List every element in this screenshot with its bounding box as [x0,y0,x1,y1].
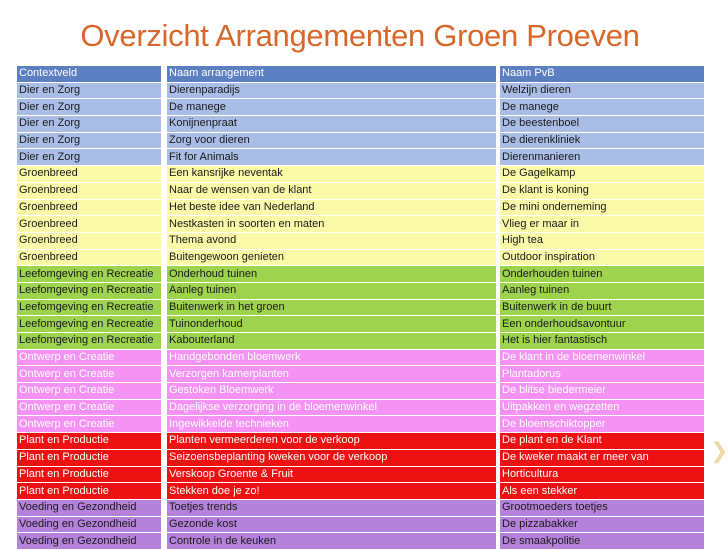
table-row [17,216,705,233]
cell-naam-arrangement: Fit for Animals [167,149,497,166]
cell-naam-arrangement: Kabouterland [167,333,497,350]
cell-naam-pvb: De dierenkliniek [500,132,705,149]
cell-naam-pvb: High tea [500,232,705,249]
cell-contextveld: Plant en Productie [17,466,162,483]
cell-contextveld: Leefomgeving en Recreatie [17,282,162,299]
cell-naam-arrangement: Het beste idee van Nederland [167,199,497,216]
page-title: Overzicht Arrangementen Groen Proeven [80,18,640,53]
cell-naam-arrangement: Tuinonderhoud [167,316,497,333]
cell-naam-pvb: De blitse biedermeier [500,383,705,400]
cell-naam-arrangement: Toetjes trends [167,499,497,516]
cell-contextveld: Groenbreed [17,232,162,249]
cell-naam-arrangement: Verzorgen kamerplanten [167,366,497,383]
cell-naam-pvb: De manege [500,99,705,116]
cell-naam-arrangement: Aanleg tuinen [167,282,497,299]
cell-naam-arrangement: Zorg voor dieren [167,132,497,149]
header-naam-pvb: Naam PvB [500,66,705,82]
cell-naam-pvb: Dierenmanieren [500,149,705,166]
table-row [17,533,705,550]
cell-naam-pvb: Welzijn dieren [500,82,705,99]
table-row [17,466,705,483]
cell-naam-arrangement: Onderhoud tuinen [167,266,497,283]
cell-naam-pvb: Als een stekker [500,483,705,500]
cell-naam-arrangement: Verskoop Groente & Fruit [167,466,497,483]
cell-contextveld: Groenbreed [17,199,162,216]
table-row [17,399,705,416]
cell-contextveld: Voeding en Gezondheid [17,516,162,533]
cell-contextveld: Dier en Zorg [17,132,162,149]
cell-naam-pvb: Vlieg er maar in [500,216,705,233]
cell-naam-pvb: Horticultura [500,466,705,483]
table-row [17,349,705,366]
cell-naam-arrangement: De manege [167,99,497,116]
cell-contextveld: Groenbreed [17,182,162,199]
cell-naam-arrangement: Controle in de keuken [167,533,497,550]
cell-naam-arrangement: Handgebonden bloemwerk [167,349,497,366]
cell-naam-arrangement: Planten vermeerderen voor de verkoop [167,433,497,450]
cell-naam-pvb: Aanleg tuinen [500,282,705,299]
cell-naam-pvb: De bloemschiktopper [500,416,705,433]
cell-naam-pvb: De Gagelkamp [500,166,705,183]
header-naam-arrangement: Naam arrangement [167,66,497,82]
cell-naam-pvb: Outdoor inspiration [500,249,705,266]
cell-naam-arrangement: Gezonde kost [167,516,497,533]
table-row [17,199,705,216]
cell-naam-arrangement: Seizoensbeplanting kweken voor de verkoop [167,449,497,466]
cell-naam-arrangement: Een kansrijke neventak [167,166,497,183]
cell-naam-pvb: De beestenboel [500,116,705,133]
cell-contextveld: Dier en Zorg [17,82,162,99]
cell-naam-pvb: De smaakpolitie [500,533,705,550]
cell-naam-pvb: De mini onderneming [500,199,705,216]
table-row [17,333,705,350]
cell-naam-arrangement: Buitenwerk in het groen [167,299,497,316]
table-row [17,383,705,400]
cell-naam-pvb: Buitenwerk in de buurt [500,299,705,316]
cell-contextveld: Plant en Productie [17,449,162,466]
cell-contextveld: Dier en Zorg [17,116,162,133]
cell-contextveld: Leefomgeving en Recreatie [17,266,162,283]
cell-contextveld: Dier en Zorg [17,99,162,116]
table-row [17,282,705,299]
cell-naam-pvb: De klant in de bloemenwinkel [500,349,705,366]
table-row [17,516,705,533]
cell-contextveld: Groenbreed [17,216,162,233]
cell-contextveld: Ontwerp en Creatie [17,383,162,400]
cell-naam-arrangement: Ingewikkelde technieken [167,416,497,433]
table-row [17,499,705,516]
cell-naam-arrangement: Buitengewoon genieten [167,249,497,266]
cell-contextveld: Groenbreed [17,166,162,183]
cell-contextveld: Voeding en Gezondheid [17,499,162,516]
table-row [17,266,705,283]
cell-contextveld: Ontwerp en Creatie [17,349,162,366]
cell-naam-arrangement: Konijnenpraat [167,116,497,133]
cell-naam-pvb: De klant is koning [500,182,705,199]
table-row [17,149,705,166]
decorative-swoosh-icon: ❯ [710,438,728,463]
table-row [17,433,705,450]
cell-contextveld: Ontwerp en Creatie [17,416,162,433]
table-row [17,449,705,466]
cell-contextveld: Plant en Productie [17,483,162,500]
table-row [17,166,705,183]
cell-naam-arrangement: Dagelijkse verzorging in de bloemenwinkel [167,399,497,416]
cell-contextveld: Ontwerp en Creatie [17,399,162,416]
cell-naam-pvb: Het is hier fantastisch [500,333,705,350]
table-row [17,182,705,199]
cell-contextveld: Voeding en Gezondheid [17,533,162,550]
cell-contextveld: Plant en Productie [17,433,162,450]
cell-naam-pvb: De pizzabakker [500,516,705,533]
cell-naam-arrangement: Stekken doe je zo! [167,483,497,500]
cell-contextveld: Dier en Zorg [17,149,162,166]
cell-naam-arrangement: Naar de wensen van de klant [167,182,497,199]
table-row [17,116,705,133]
cell-naam-pvb: Grootmoeders toetjes [500,499,705,516]
cell-contextveld: Leefomgeving en Recreatie [17,333,162,350]
table-row [17,416,705,433]
table-row [17,299,705,316]
table-row [17,366,705,383]
cell-naam-pvb: De plant en de Klant [500,433,705,450]
cell-contextveld: Ontwerp en Creatie [17,366,162,383]
cell-naam-pvb: Een onderhoudsavontuur [500,316,705,333]
cell-naam-arrangement: Dierenparadijs [167,82,497,99]
cell-contextveld: Groenbreed [17,249,162,266]
cell-contextveld: Leefomgeving en Recreatie [17,299,162,316]
table-row [17,82,705,99]
table-row [17,483,705,500]
cell-naam-arrangement: Nestkasten in soorten en maten [167,216,497,233]
table-row [17,249,705,266]
cell-naam-pvb: Uitpakken en wegzetten [500,399,705,416]
arrangements-table [16,66,705,550]
cell-naam-arrangement: Thema avond [167,232,497,249]
cell-naam-pvb: Onderhouden tuinen [500,266,705,283]
cell-naam-pvb: Plantadorus [500,366,705,383]
table-row [17,232,705,249]
cell-naam-arrangement: Gestoken Bloemwerk [167,383,497,400]
cell-contextveld: Leefomgeving en Recreatie [17,316,162,333]
table-header-row [17,66,705,82]
table-row [17,132,705,149]
header-contextveld: Contextveld [17,66,162,82]
table-row [17,316,705,333]
table-row [17,99,705,116]
cell-naam-pvb: De kweker maakt er meer van [500,449,705,466]
